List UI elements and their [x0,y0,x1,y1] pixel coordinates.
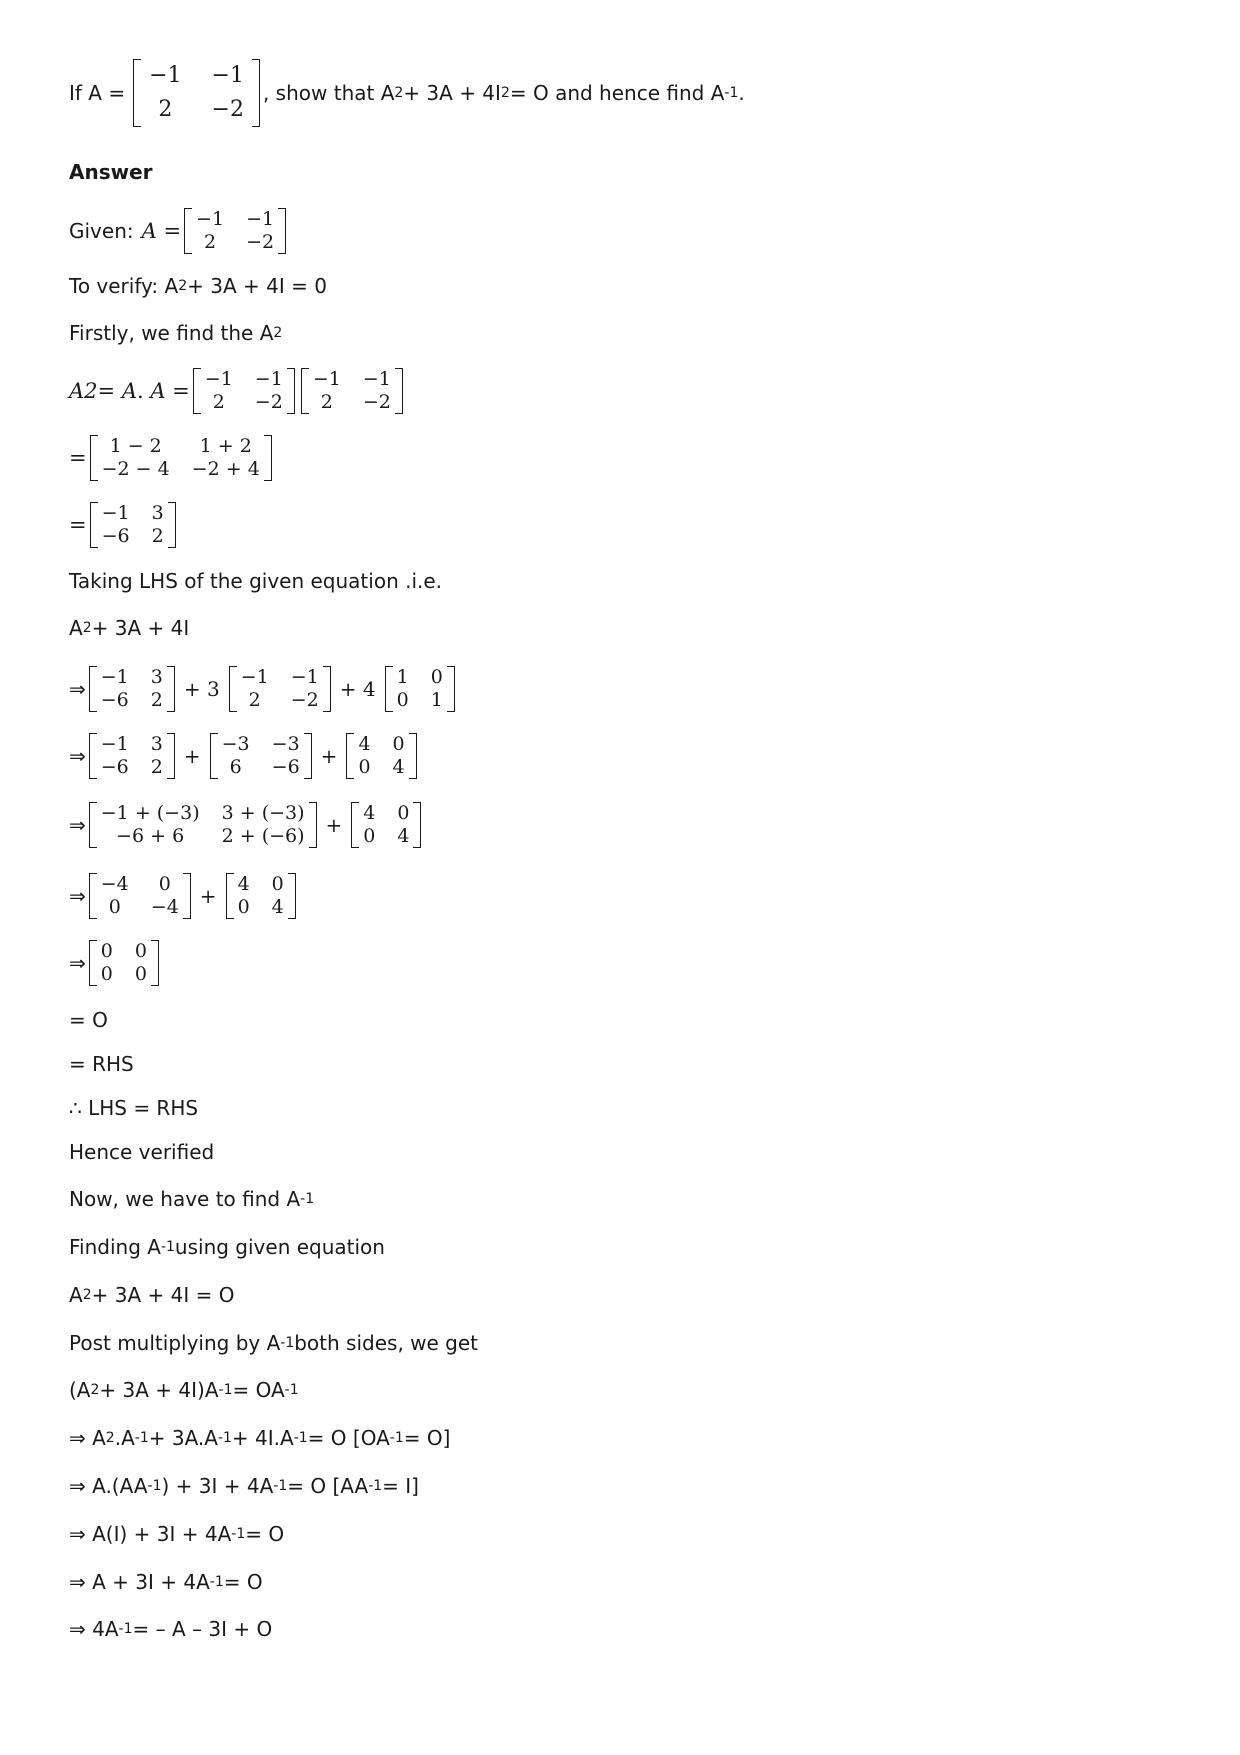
matrix-cell: 4 [271,896,284,918]
implies-arrow: ⇒ [69,677,86,701]
matrix-cell: 0 [134,963,147,985]
bracket-left [346,733,354,779]
bracket-right [323,666,331,712]
matrix-cell: −1 [196,208,225,230]
step-f: ⇒ 4A -1 = – A – 3I + O [69,1617,273,1641]
matrix-cell: 0 [108,896,121,918]
matrix-grid [97,666,167,712]
question-text-1: If A = [69,81,126,105]
matrix-cell: 0 [430,666,443,688]
a-squared-line: A 2 = A. A = −1 −1 2 −2 −1 −1 2 −2 [69,368,406,414]
bracket-right [167,666,175,712]
bracket-right [288,873,296,919]
step-c: ⇒ A.(AA -1 ) + 3I + 4A -1 = O [AA -1 = I] [69,1474,419,1498]
matrix-grid [97,940,151,986]
matrix-cell: −1 [211,63,244,88]
implies-arrow: ⇒ [69,951,86,975]
matrix [229,666,331,712]
matrix [210,733,312,779]
now-find-line: Now, we have to find A -1 [69,1187,315,1211]
matrix-cell: 0 [237,896,250,918]
taking-lhs-line: Taking LHS of the given equation .i.e. [69,569,443,593]
firstly-line: Firstly, we find the A 2 [69,321,283,345]
implies-arrow: ⇒ [69,813,86,837]
matrix-a-question [133,59,260,127]
matrix-cell: −1 [100,666,129,688]
lhs-expression: A 2 + 3A + 4I [69,616,190,640]
matrix-cell: 2 [151,525,164,547]
matrix-cell: 2 [158,97,173,122]
matrix-cell: −1 [290,666,319,688]
matrix-a-given [184,208,286,254]
matrix-grid [98,502,168,548]
matrix-cell: 0 [134,940,147,962]
matrix-cell: 1 [430,689,443,711]
matrix-cell: −1 [246,208,275,230]
matrix [89,733,175,779]
matrix [385,666,455,712]
matrix-cell: 3 [150,733,163,755]
matrix-cell: 1 [396,666,409,688]
matrix-grid [141,59,252,127]
matrix-grid [393,666,447,712]
matrix-cell: 4 [397,825,410,847]
bracket-right [151,940,159,986]
implies-arrow: ⇒ [69,884,86,908]
matrix-cell: −4 [150,896,179,918]
question-text-2: , show that A [262,81,395,105]
matrix-cell: −2 [246,231,275,253]
matrix-cell: −2 [362,391,391,413]
matrix-cell: −2 [211,97,244,122]
matrix-cell: 4 [363,802,376,824]
bracket-right [264,435,272,481]
bracket-right [183,873,191,919]
hence-verified: Hence verified [69,1140,215,1164]
matrix-cell: −1 [100,733,129,755]
matrix-grid [98,435,264,481]
matrix-cell: 0 [271,873,284,895]
equals-o: = O [69,1008,108,1032]
matrix-cell: 2 [320,391,333,413]
bracket-left [89,666,97,712]
bracket-left [89,733,97,779]
matrix-cell: 0 [100,963,113,985]
matrix-cell: −6 [101,525,130,547]
bracket-left [210,733,218,779]
matrix-cell: 1 − 2 [109,435,162,457]
bracket-right [278,208,286,254]
matrix-cell: −6 [100,756,129,778]
matrix-grid [309,368,395,414]
step-line-2: ⇒ −1 3 −6 2 + −3 −3 6 −6 + 4 0 0 4 [69,733,420,779]
post-multiply-line: Post multiplying by A -1 both sides, we get [69,1331,479,1355]
matrix-grid [359,802,413,848]
matrix-cell: 0 [158,873,171,895]
matrix-cell: −4 [100,873,129,895]
bracket-left [89,873,97,919]
matrix-cell: 3 [150,666,163,688]
matrix-grid [97,802,309,848]
to-verify-line: To verify: A 2 + 3A + 4I = 0 [69,274,327,298]
matrix-cell: 2 + (−6) [221,825,305,847]
step-line-1: ⇒ −1 3 −6 2 + 3 −1 −1 2 −2 + 4 1 0 0 1 [69,666,458,712]
bracket-right [252,59,260,127]
matrix-cell: 3 [151,502,164,524]
matrix-cell: 2 [150,689,163,711]
therefore-line: ∴ LHS = RHS [69,1096,199,1120]
matrix-cell: 1 + 2 [199,435,252,457]
matrix-a-1 [193,368,295,414]
bracket-right [287,368,295,414]
result-line: = −1 3 −6 2 [69,502,179,548]
matrix-cell: 2 [212,391,225,413]
matrix-a-2 [301,368,403,414]
bracket-right [168,502,176,548]
implies-arrow: ⇒ [69,744,86,768]
matrix-cell: 0 [100,940,113,962]
answer-heading: Answer [69,160,153,184]
step-line-5 [69,940,162,986]
matrix-cell: −1 [240,666,269,688]
matrix-cell: −1 + (−3) [100,802,200,824]
matrix-cell: −2 + 4 [191,458,260,480]
matrix-cell: −6 [100,689,129,711]
matrix-cell: 4 [237,873,250,895]
bracket-left [89,940,97,986]
zero-matrix [89,940,159,986]
matrix-cell: −1 [149,63,182,88]
matrix [346,733,416,779]
matrix-cell: −2 − 4 [101,458,170,480]
matrix [89,802,317,848]
matrix-cell: 0 [392,733,405,755]
bracket-left [133,59,141,127]
equation-again: A 2 + 3A + 4I = O [69,1283,235,1307]
bracket-left [89,802,97,848]
bracket-right [309,802,317,848]
matrix-expand [90,435,272,481]
bracket-left [90,502,98,548]
finding-line: Finding A -1 using given equation [69,1235,385,1259]
matrix-cell: 3 + (−3) [221,802,305,824]
step-e: ⇒ A + 3I + 4A -1 = O [69,1570,263,1594]
matrix-grid [234,873,288,919]
bracket-left [229,666,237,712]
bracket-right [413,802,421,848]
matrix-cell: −6 + 6 [116,825,185,847]
matrix [351,802,421,848]
matrix-cell: 0 [397,802,410,824]
matrix-grid [97,873,183,919]
bracket-left [184,208,192,254]
matrix-cell: 2 [204,231,217,253]
matrix-cell: −2 [254,391,283,413]
step-b: ⇒ A 2 .A -1 + 3A.A -1 + 4I.A -1 = O [OA -1 = O] [69,1426,451,1450]
step-line-4: ⇒ −4 0 0 −4 + 4 0 0 4 [69,873,299,919]
matrix-grid [201,368,287,414]
matrix-cell: 0 [358,756,371,778]
step-a: (A 2 + 3A + 4I)A -1 = OA -1 [69,1378,299,1402]
matrix [226,873,296,919]
equals-rhs: = RHS [69,1052,134,1076]
matrix-cell: −1 [362,368,391,390]
matrix-grid [97,733,167,779]
given-line: Given: A = −1 −1 2 −2 [69,208,289,254]
bracket-right [167,733,175,779]
matrix-cell: −3 [221,733,250,755]
bracket-left [90,435,98,481]
matrix-cell: 4 [358,733,371,755]
bracket-right [395,368,403,414]
bracket-right [409,733,417,779]
bracket-left [193,368,201,414]
expand-line: = 1 − 2 1 + 2 −2 − 4 −2 + 4 [69,435,275,481]
matrix-cell: 0 [396,689,409,711]
matrix-grid [237,666,323,712]
bracket-left [226,873,234,919]
matrix-cell: −1 [254,368,283,390]
matrix [89,873,191,919]
matrix-grid [354,733,408,779]
question-line: If A = −1 −1 2 −2 , show that A 2 + 3A + 4I 2 = O and hence find A -1 . [69,59,745,127]
matrix-cell: −6 [271,756,300,778]
matrix-cell: 2 [248,689,261,711]
matrix-grid [192,208,278,254]
matrix-cell: 0 [363,825,376,847]
bracket-left [301,368,309,414]
matrix-cell: −1 [204,368,233,390]
matrix-cell: −2 [290,689,319,711]
matrix-cell: −1 [101,502,130,524]
matrix-cell: 2 [150,756,163,778]
matrix-grid [218,733,304,779]
bracket-right [447,666,455,712]
bracket-left [351,802,359,848]
step-d: ⇒ A(I) + 3I + 4A -1 = O [69,1522,285,1546]
matrix [89,666,175,712]
matrix-a-squared [90,502,176,548]
matrix-cell: 4 [392,756,405,778]
matrix-cell: 6 [229,756,242,778]
step-line-3: ⇒ −1 + (−3) 3 + (−3) −6 + 6 2 + (−6) + 4 0 0 4 [69,802,424,848]
matrix-cell: −1 [312,368,341,390]
bracket-right [304,733,312,779]
bracket-left [385,666,393,712]
matrix-cell: −3 [271,733,300,755]
